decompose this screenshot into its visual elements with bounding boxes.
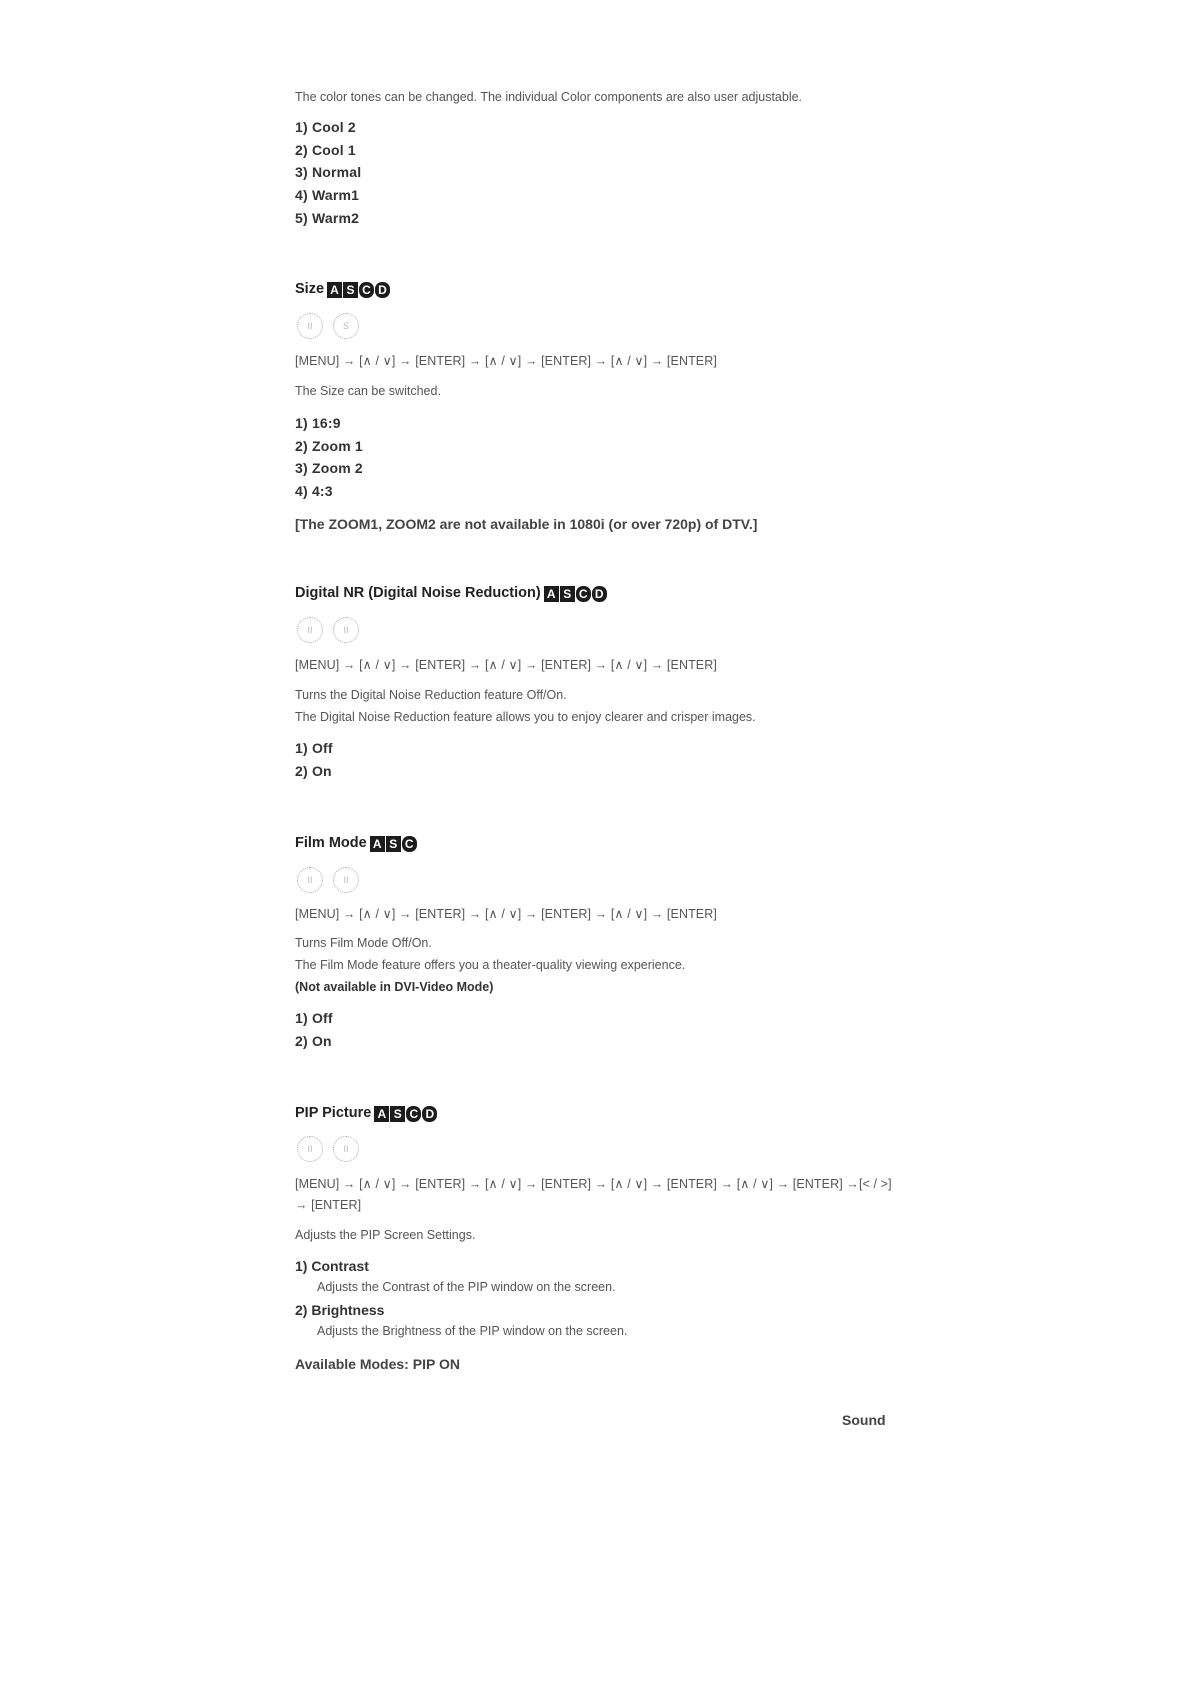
pip-picture-menu-path-continued: → [ENTER]	[295, 1198, 362, 1212]
film-mode-description	[295, 932, 685, 976]
color-tone-list	[295, 116, 361, 229]
intro-text: The color tones can be changed. The individual Color components are also user adjustable.	[295, 90, 803, 104]
digital-nr-heading	[295, 584, 608, 602]
sound-link[interactable]: Sound	[842, 1412, 886, 1428]
size-description: The Size can be switched.	[295, 384, 441, 398]
film-mode-list	[295, 1007, 333, 1052]
pip-picture-title: PIP Picture	[295, 1105, 372, 1121]
mode-badge: S	[390, 1106, 405, 1122]
size-remote-icons	[297, 313, 359, 339]
mode-badge: D	[422, 1106, 437, 1122]
remote-button-icon: II	[297, 617, 323, 643]
size-title: Size	[295, 281, 325, 297]
remote-button-icon: II	[333, 1136, 359, 1162]
mode-badge: A	[370, 836, 385, 852]
list-item: 2) Cool 1	[295, 141, 356, 158]
mode-badge: S	[560, 586, 575, 602]
pip-brightness-label: 2) Brightness	[295, 1302, 385, 1318]
list-item: 4) 4:3	[295, 483, 333, 500]
digital-nr-menu-path: [MENU] → [∧ / ∨] → [ENTER] → [∧ / ∨] → [ENTER] → [∧ / ∨] → [ENTER]	[295, 658, 717, 672]
description-line: Turns Film Mode Off/On.	[295, 936, 432, 950]
pip-brightness-desc: Adjusts the Brightness of the PIP window on the screen.	[317, 1324, 628, 1338]
mode-badges	[374, 1106, 438, 1122]
film-mode-title: Film Mode	[295, 835, 367, 851]
digital-nr-list	[295, 737, 333, 782]
list-item: 2) Zoom 1	[295, 437, 363, 454]
list-item: 4) Warm1	[295, 187, 360, 204]
mode-badge: C	[406, 1106, 421, 1122]
mode-badges	[544, 586, 608, 602]
pip-picture-menu-path: [MENU] → [∧ / ∨] → [ENTER] → [∧ / ∨] → [ENTER] → [∧ / ∨] → [ENTER] → [∧ / ∨] → [ENTER] →[< / >]	[295, 1177, 892, 1191]
film-mode-note: (Not available in DVI-Video Mode)	[295, 980, 494, 994]
mode-badge: D	[592, 586, 607, 602]
list-item: 3) Zoom 2	[295, 460, 363, 477]
list-item: 1) Off	[295, 740, 333, 756]
size-note: [The ZOOM1, ZOOM2 are not available in 1080i (or over 720p) of DTV.]	[295, 516, 758, 532]
remote-button-icon: II	[297, 313, 323, 339]
remote-button-icon: II	[333, 867, 359, 893]
mode-badge: A	[374, 1106, 389, 1122]
mode-badge: C	[576, 586, 591, 602]
list-item: 1) 16:9	[295, 415, 341, 431]
size-list	[295, 412, 363, 503]
pip-contrast-desc: Adjusts the Contrast of the PIP window on the screen.	[317, 1280, 616, 1294]
remote-button-icon: II	[297, 1136, 323, 1162]
description-line: Turns the Digital Noise Reduction feature Off/On.	[295, 688, 567, 702]
pip-picture-description: Adjusts the PIP Screen Settings.	[295, 1228, 476, 1242]
film-mode-menu-path: [MENU] → [∧ / ∨] → [ENTER] → [∧ / ∨] → [ENTER] → [∧ / ∨] → [ENTER]	[295, 907, 717, 921]
list-item: 1) Cool 2	[295, 119, 356, 135]
digital-nr-description	[295, 684, 756, 728]
film-mode-heading	[295, 834, 418, 852]
pip-contrast-item	[295, 1258, 616, 1294]
pip-picture-heading	[295, 1104, 438, 1122]
mode-badge: S	[343, 282, 358, 298]
remote-button-icon: II	[297, 867, 323, 893]
pip-brightness-item	[295, 1302, 627, 1338]
mode-badges	[370, 836, 418, 852]
pip-contrast-label: 1) Contrast	[295, 1258, 369, 1274]
pip-available-modes: Available Modes: PIP ON	[295, 1356, 460, 1372]
remote-button-icon: II	[333, 617, 359, 643]
mode-badges	[327, 282, 391, 298]
mode-badge: A	[544, 586, 559, 602]
digital-nr-remote-icons	[297, 617, 359, 643]
list-item: 2) On	[295, 1032, 332, 1049]
pip-picture-remote-icons	[297, 1136, 359, 1162]
list-item: 1) Off	[295, 1010, 333, 1026]
description-line: The Film Mode feature offers you a theater-quality viewing experience.	[295, 958, 686, 972]
size-menu-path: [MENU] → [∧ / ∨] → [ENTER] → [∧ / ∨] → [ENTER] → [∧ / ∨] → [ENTER]	[295, 354, 717, 368]
mode-badge: C	[359, 282, 374, 298]
mode-badge: A	[327, 282, 342, 298]
mode-badge: D	[375, 282, 390, 298]
list-item: 2) On	[295, 762, 332, 779]
size-heading	[295, 280, 391, 298]
mode-badge: S	[386, 836, 401, 852]
list-item: 5) Warm2	[295, 209, 360, 226]
remote-button-icon: S	[333, 313, 359, 339]
digital-nr-title: Digital NR (Digital Noise Reduction)	[295, 585, 541, 601]
list-item: 3) Normal	[295, 164, 362, 181]
mode-badge: C	[402, 836, 417, 852]
description-line: The Digital Noise Reduction feature allows you to enjoy clearer and crisper images.	[295, 710, 756, 724]
film-mode-remote-icons	[297, 867, 359, 893]
